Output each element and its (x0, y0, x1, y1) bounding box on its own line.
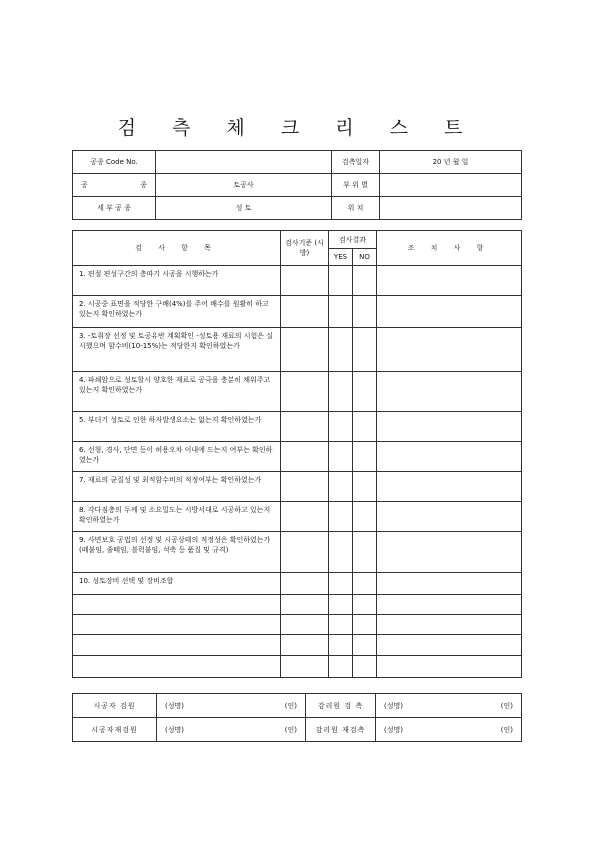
criteria-cell[interactable] (281, 595, 329, 615)
col-result-header: 검사결과 (329, 231, 377, 249)
criteria-cell[interactable] (281, 532, 329, 573)
item-text: 1. 편절 편성구간의 층따기 시공을 시행하는가 (73, 266, 281, 296)
no-cell[interactable] (353, 615, 377, 635)
col-item-header: 검 사 항 목 (73, 231, 281, 266)
supervisor-reinspection-sign[interactable] (376, 718, 522, 742)
checklist-row (73, 573, 522, 595)
yes-cell[interactable] (329, 615, 353, 635)
item-text: 8. 각다짐층의 두께 및 소요밀도는 시방서대로 시공하고 있는지 확인하였는가 (73, 502, 281, 532)
action-cell[interactable] (377, 635, 522, 656)
detail-label: 세 부 공 종 (73, 197, 156, 220)
checklist-row (73, 502, 522, 532)
action-cell[interactable] (377, 595, 522, 615)
yes-cell[interactable] (329, 472, 353, 502)
action-cell[interactable] (377, 296, 522, 328)
criteria-cell[interactable] (281, 442, 329, 472)
checklist-row (73, 615, 522, 635)
signature-row (73, 718, 522, 742)
code-field[interactable] (156, 151, 332, 174)
criteria-cell[interactable] (281, 296, 329, 328)
yes-cell[interactable] (329, 656, 353, 678)
no-cell[interactable] (353, 656, 377, 678)
code-label: 공종 Code No. (73, 151, 156, 174)
checklist-row (73, 372, 522, 412)
part-field[interactable] (380, 174, 522, 197)
info-table (72, 150, 522, 220)
info-row (73, 197, 522, 220)
contractor-inspector-sign[interactable] (157, 694, 306, 718)
signature-row (73, 694, 522, 718)
checklist-row (73, 472, 522, 502)
action-cell[interactable] (377, 372, 522, 412)
no-cell[interactable] (353, 532, 377, 573)
work-type-field[interactable]: 토공사 (156, 174, 332, 197)
yes-cell[interactable] (329, 266, 353, 296)
checklist-row (73, 635, 522, 656)
no-cell[interactable] (353, 372, 377, 412)
criteria-cell[interactable] (281, 635, 329, 656)
date-field[interactable]: 20 년 월 일 (380, 151, 522, 174)
action-cell[interactable] (377, 656, 522, 678)
location-label: 위 치 (332, 197, 380, 220)
info-row (73, 174, 522, 197)
action-cell[interactable] (377, 502, 522, 532)
checklist-row (73, 595, 522, 615)
yes-cell[interactable] (329, 595, 353, 615)
action-cell[interactable] (377, 328, 522, 372)
criteria-cell[interactable] (281, 266, 329, 296)
no-cell[interactable] (353, 412, 377, 442)
item-text: 5. 부더기 성토로 인한 하자발생요소는 없는지 확인하였는가 (73, 412, 281, 442)
yes-cell[interactable] (329, 532, 353, 573)
work-type-label: 공 종 (73, 174, 156, 197)
criteria-cell[interactable] (281, 656, 329, 678)
action-cell[interactable] (377, 532, 522, 573)
seal-hint: (인) (284, 701, 297, 710)
checklist-row (73, 532, 522, 573)
part-label: 부 위 별 (332, 174, 380, 197)
seal-hint: (인) (284, 725, 297, 734)
criteria-cell[interactable] (281, 615, 329, 635)
checklist-row (73, 296, 522, 328)
checklist-row (73, 328, 522, 372)
yes-cell[interactable] (329, 328, 353, 372)
page-title: 검 측 체 크 리 스 트 (117, 117, 478, 139)
item-text: 9. 사면보호 공법의 선정 및 시공상태의 적정성은 확인하였는가(떼붙임, 줄떼임, 블럭붙임, 석축 등 품질 및 규격) (73, 532, 281, 573)
no-cell[interactable] (353, 266, 377, 296)
name-hint: (성명) (165, 725, 184, 734)
item-text: 10. 성토장비 선택 및 장비조합 (73, 573, 281, 595)
col-yes-header: YES (329, 249, 353, 266)
yes-cell[interactable] (329, 635, 353, 656)
name-hint: (성명) (165, 701, 184, 710)
contractor-inspector-label: 시공자 검원 (73, 694, 157, 718)
checklist-row (73, 412, 522, 442)
yes-cell[interactable] (329, 296, 353, 328)
action-cell[interactable] (377, 472, 522, 502)
supervisor-inspection-label: 감리원 검 측 (306, 694, 376, 718)
yes-cell[interactable] (329, 442, 353, 472)
name-hint: (성명) (384, 725, 403, 734)
checklist-table (72, 230, 522, 678)
name-hint: (성명) (384, 701, 403, 710)
no-cell[interactable] (353, 635, 377, 656)
item-text: 6. 선형, 경사, 단면 등이 허용오차 이내에 드는지 여부는 확인하였는가 (73, 442, 281, 472)
criteria-cell[interactable] (281, 502, 329, 532)
no-cell[interactable] (353, 328, 377, 372)
action-cell[interactable] (377, 266, 522, 296)
no-cell[interactable] (353, 595, 377, 615)
criteria-cell[interactable] (281, 412, 329, 442)
no-cell[interactable] (353, 573, 377, 595)
col-action-header: 조 치 사 항 (377, 231, 522, 266)
checklist-row (73, 442, 522, 472)
item-text: 2. 시공중 표면을 적당한 구배(4%)를 주어 배수를 원활히 하고 있는지 확인하였는가 (73, 296, 281, 328)
item-text: 3. -토취장 선정 및 토공유반 계획확인 -성토용 재료의 시험은 실시했으며 함수비(10-15%)는 적당한지 확인하였는가 (73, 328, 281, 372)
yes-cell[interactable] (329, 573, 353, 595)
item-text (73, 595, 281, 615)
yes-cell[interactable] (329, 502, 353, 532)
seal-hint: (인) (500, 725, 513, 734)
no-cell[interactable] (353, 442, 377, 472)
info-row (73, 151, 522, 174)
seal-hint: (인) (500, 701, 513, 710)
no-cell[interactable] (353, 502, 377, 532)
item-text: 7. 재료의 균질성 및 최적함수비의 적정여부는 확인하였는가 (73, 472, 281, 502)
action-cell[interactable] (377, 615, 522, 635)
action-cell[interactable] (377, 573, 522, 595)
checklist-row (73, 266, 522, 296)
criteria-cell[interactable] (281, 372, 329, 412)
action-cell[interactable] (377, 412, 522, 442)
contractor-reinspector-sign[interactable] (157, 718, 306, 742)
header-row (73, 231, 522, 249)
supervisor-reinspection-label: 감리원 재검측 (306, 718, 376, 742)
yes-cell[interactable] (329, 372, 353, 412)
col-no-header: NO (353, 249, 377, 266)
location-field[interactable] (380, 197, 522, 220)
item-text: 4. 파쇄암으로 성토할시 양호한 재료로 공극을 충분히 채워주고 있는지 확인하였는가 (73, 372, 281, 412)
item-text (73, 635, 281, 656)
supervisor-inspection-sign[interactable] (376, 694, 522, 718)
no-cell[interactable] (353, 296, 377, 328)
signature-table (72, 693, 522, 742)
contractor-reinspector-label: 시공자재검원 (73, 718, 157, 742)
col-criteria-header: 검사기준 (시방) (281, 231, 329, 266)
checklist-row (73, 656, 522, 678)
action-cell[interactable] (377, 442, 522, 472)
detail-field[interactable]: 성 토 (156, 197, 332, 220)
criteria-cell[interactable] (281, 328, 329, 372)
item-text (73, 656, 281, 678)
criteria-cell[interactable] (281, 472, 329, 502)
criteria-cell[interactable] (281, 573, 329, 595)
no-cell[interactable] (353, 472, 377, 502)
yes-cell[interactable] (329, 412, 353, 442)
date-label: 검측일자 (332, 151, 380, 174)
item-text (73, 615, 281, 635)
